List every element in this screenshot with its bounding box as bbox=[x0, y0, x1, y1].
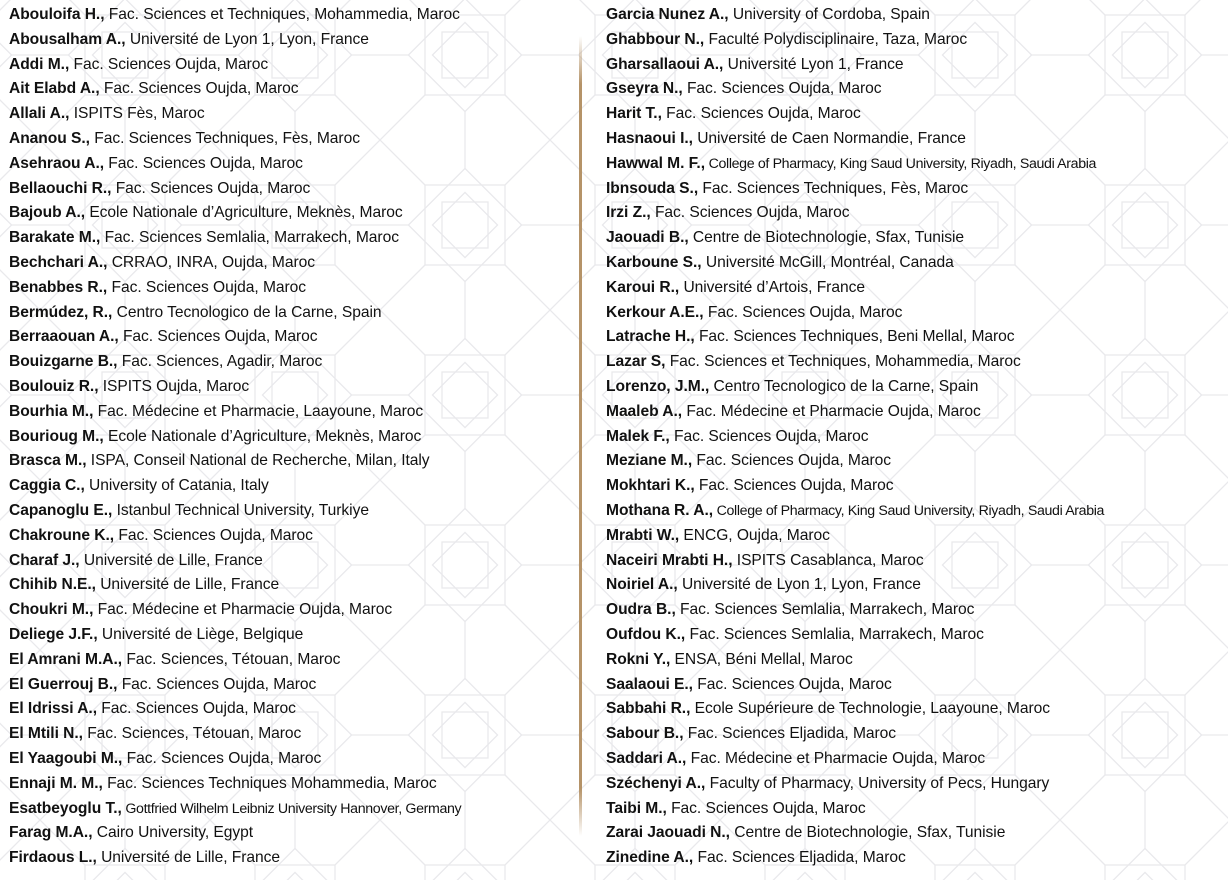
list-item bbox=[606, 325, 1222, 350]
list-item bbox=[606, 301, 1222, 326]
list-item bbox=[9, 177, 579, 202]
list-item bbox=[606, 226, 1222, 251]
reviewer-name: El Idrissi A., bbox=[9, 700, 97, 718]
list-item bbox=[9, 623, 579, 648]
reviewer-affiliation: Fac. Médecine et Pharmacie, Laayoune, Maroc bbox=[93, 402, 424, 420]
reviewer-affiliation: Faculté Polydisciplinaire, Taza, Maroc bbox=[704, 30, 968, 48]
list-item bbox=[606, 127, 1222, 152]
reviewer-affiliation: Université de Lyon 1, Lyon, France bbox=[677, 576, 921, 594]
reviewer-affiliation: Université de Caen Normandie, France bbox=[692, 129, 966, 147]
reviewer-affiliation: Fac. Sciences Oujda, Maroc bbox=[703, 303, 903, 321]
reviewer-name: Harit T., bbox=[606, 105, 662, 123]
reviewer-name: Zarai Jaouadi N., bbox=[606, 824, 730, 842]
reviewer-name: Allali A., bbox=[9, 105, 70, 123]
reviewer-name: Jaouadi B., bbox=[606, 229, 689, 247]
reviewer-name: Rokni Y., bbox=[606, 650, 671, 668]
list-item bbox=[9, 127, 579, 152]
reviewer-name: Zinedine A., bbox=[606, 849, 694, 867]
list-item bbox=[9, 846, 579, 871]
reviewer-affiliation: Université de Lille, France bbox=[95, 576, 280, 594]
list-item bbox=[606, 77, 1222, 102]
reviewer-name: Mrabti W., bbox=[606, 526, 680, 544]
list-item bbox=[606, 623, 1222, 648]
list-item bbox=[606, 747, 1222, 772]
reviewer-affiliation: Fac. Sciences Semlalia, Marrakech, Maroc bbox=[100, 229, 399, 247]
reviewer-affiliation: ENSA, Béni Mellal, Maroc bbox=[670, 650, 853, 668]
reviewer-affiliation: Cairo University, Egypt bbox=[92, 824, 254, 842]
list-item bbox=[606, 251, 1222, 276]
reviewer-name: Ananou S., bbox=[9, 129, 90, 147]
list-item bbox=[9, 28, 579, 53]
reviewer-name: Gharsallaoui A., bbox=[606, 55, 724, 73]
reviewer-name: Taibi M., bbox=[606, 799, 667, 817]
reviewer-affiliation: ISPA, Conseil National de Recherche, Milan, Italy bbox=[86, 452, 430, 470]
list-item bbox=[606, 3, 1222, 28]
reviewer-affiliation: ISPITS Oujda, Maroc bbox=[98, 377, 250, 395]
list-item bbox=[9, 549, 579, 574]
reviewer-name: Naceiri Mrabti H., bbox=[606, 551, 733, 569]
reviewer-affiliation: Fac. Sciences, Agadir, Maroc bbox=[117, 353, 323, 371]
reviewer-affiliation: Gottfried Wilhelm Leibniz University Hannover, Germany bbox=[121, 800, 462, 817]
list-item bbox=[9, 53, 579, 78]
reviewer-name: Boulouiz R., bbox=[9, 377, 99, 395]
reviewer-name: Maaleb A., bbox=[606, 402, 683, 420]
reviewer-affiliation: Ecole Nationale d’Agriculture, Meknès, Maroc bbox=[85, 204, 403, 222]
list-item bbox=[606, 425, 1222, 450]
reviewer-affiliation: Faculty of Pharmacy, University of Pecs, Hungary bbox=[705, 774, 1050, 792]
reviewer-affiliation: Université de Liège, Belgique bbox=[97, 625, 304, 643]
right-column bbox=[606, 3, 1222, 871]
reviewer-name: Bajoub A., bbox=[9, 204, 86, 222]
list-item bbox=[9, 772, 579, 797]
reviewer-name: Farag M.A., bbox=[9, 824, 93, 842]
reviewer-name: Ibnsouda S., bbox=[606, 179, 699, 197]
reviewer-name: Bourioug M., bbox=[9, 427, 104, 445]
reviewer-name: Garcia Nunez A., bbox=[606, 6, 729, 23]
list-item bbox=[9, 797, 579, 822]
list-item bbox=[9, 648, 579, 673]
list-item bbox=[606, 648, 1222, 673]
list-item bbox=[9, 747, 579, 772]
reviewer-name: Abouloifa H., bbox=[9, 6, 105, 23]
list-item bbox=[9, 573, 579, 598]
list-item bbox=[9, 251, 579, 276]
reviewer-affiliation: Istanbul Technical University, Turkiye bbox=[112, 501, 369, 519]
list-item bbox=[606, 177, 1222, 202]
reviewer-affiliation: Fac. Sciences Oujda, Maroc bbox=[96, 700, 296, 718]
reviewer-affiliation: Fac. Sciences Eljadida, Maroc bbox=[683, 725, 897, 743]
reviewer-name: El Amrani M.A., bbox=[9, 650, 123, 668]
reviewer-name: El Mtili N., bbox=[9, 725, 83, 743]
reviewer-affiliation: Fac. Sciences, Tétouan, Maroc bbox=[82, 725, 302, 743]
list-item bbox=[606, 797, 1222, 822]
reviewer-name: Meziane M., bbox=[606, 452, 693, 470]
reviewer-name: El Guerrouj B., bbox=[9, 675, 118, 693]
reviewer-name: Sabour B., bbox=[606, 725, 684, 743]
reviewer-affiliation: College of Pharmacy, King Saud University, Riyadh, Saudi Arabia bbox=[705, 155, 1097, 172]
list-item bbox=[606, 152, 1222, 177]
reviewer-affiliation: Fac. Sciences Oujda, Maroc bbox=[114, 526, 313, 544]
reviewer-affiliation: Fac. Sciences Oujda, Maroc bbox=[122, 749, 322, 767]
reviewer-affiliation: Fac. Sciences Semlalia, Marrakech, Maroc bbox=[685, 625, 984, 643]
reviewer-name: Hasnaoui I., bbox=[606, 129, 693, 147]
reviewer-name: Kerkour A.E., bbox=[606, 303, 704, 321]
reviewer-name: Noiriel A., bbox=[606, 576, 678, 594]
reviewer-affiliation: Fac. Sciences Oujda, Maroc bbox=[118, 328, 318, 346]
reviewer-affiliation: Fac. Sciences et Techniques, Mohammedia, Maroc bbox=[665, 353, 1021, 371]
list-item bbox=[9, 598, 579, 623]
list-item bbox=[606, 772, 1222, 797]
reviewer-affiliation: Fac. Sciences Techniques, Fès, Maroc bbox=[89, 129, 360, 147]
list-item bbox=[9, 276, 579, 301]
reviewer-name: Capanoglu E., bbox=[9, 501, 113, 519]
reviewer-affiliation: Ecole Supérieure de Technologie, Laayoune, Maroc bbox=[690, 700, 1050, 718]
reviewer-name: Addi M., bbox=[9, 55, 70, 73]
column-divider bbox=[579, 36, 582, 836]
list-item bbox=[606, 673, 1222, 698]
list-item bbox=[606, 276, 1222, 301]
reviewer-affiliation: Centro Tecnologico de la Carne, Spain bbox=[709, 377, 979, 395]
reviewer-affiliation: College of Pharmacy, King Saud University, Riyadh, Saudi Arabia bbox=[713, 502, 1105, 519]
list-item bbox=[606, 573, 1222, 598]
list-item bbox=[9, 697, 579, 722]
reviewer-affiliation: Fac. Sciences et Techniques, Mohammedia, Maroc bbox=[104, 6, 460, 23]
list-item bbox=[9, 325, 579, 350]
list-item bbox=[606, 28, 1222, 53]
list-item bbox=[9, 524, 579, 549]
list-item bbox=[606, 722, 1222, 747]
reviewer-name: Ennaji M. M., bbox=[9, 774, 103, 792]
reviewer-name: Barakate M., bbox=[9, 229, 101, 247]
reviewer-name: Bermúdez, R., bbox=[9, 303, 113, 321]
reviewer-affiliation: Fac. Médecine et Pharmacie Oujda, Maroc bbox=[686, 749, 986, 767]
reviewer-affiliation: Université de Lille, France bbox=[96, 849, 280, 867]
reviewer-affiliation: Centro Tecnologico de la Carne, Spain bbox=[112, 303, 382, 321]
list-item bbox=[606, 524, 1222, 549]
reviewer-affiliation: Centre de Biotechnologie, Sfax, Tunisie bbox=[729, 824, 1006, 842]
reviewer-name: Berraaouan A., bbox=[9, 328, 119, 346]
reviewer-name: Hawwal M. F., bbox=[606, 154, 705, 172]
reviewer-name: El Yaagoubi M., bbox=[9, 749, 123, 767]
list-item bbox=[606, 821, 1222, 846]
reviewer-affiliation: Fac. Sciences Oujda, Maroc bbox=[104, 154, 303, 172]
list-item bbox=[9, 722, 579, 747]
reviewer-affiliation: Fac. Médecine et Pharmacie Oujda, Maroc bbox=[682, 402, 981, 420]
reviewer-affiliation: Université d’Artois, France bbox=[679, 278, 865, 296]
reviewer-name: Caggia C., bbox=[9, 477, 85, 495]
reviewer-affiliation: Fac. Sciences Semlalia, Marrakech, Maroc bbox=[675, 601, 975, 619]
list-item bbox=[606, 549, 1222, 574]
reviewer-affiliation: Fac. Sciences Oujda, Maroc bbox=[69, 55, 269, 73]
list-item bbox=[9, 673, 579, 698]
reviewer-affiliation: University of Cordoba, Spain bbox=[728, 6, 930, 23]
reviewer-affiliation: Fac. Sciences Eljadida, Maroc bbox=[693, 849, 906, 867]
reviewer-affiliation: Fac. Sciences Techniques, Fès, Maroc bbox=[698, 179, 969, 197]
reviewer-affiliation: Fac. Sciences Oujda, Maroc bbox=[666, 799, 866, 817]
reviewer-affiliation: Fac. Sciences Oujda, Maroc bbox=[661, 105, 861, 123]
reviewer-name: Karoui R., bbox=[606, 278, 680, 296]
reviewer-affiliation: Fac. Sciences Oujda, Maroc bbox=[111, 179, 311, 197]
list-item bbox=[9, 102, 579, 127]
reviewer-name: Ghabbour N., bbox=[606, 30, 705, 48]
reviewer-name: Bellaouchi R., bbox=[9, 179, 112, 197]
reviewer-name: Mothana R. A., bbox=[606, 501, 714, 519]
list-item bbox=[606, 474, 1222, 499]
list-item bbox=[9, 425, 579, 450]
reviewer-affiliation: Fac. Sciences Oujda, Maroc bbox=[107, 278, 307, 296]
list-item bbox=[9, 375, 579, 400]
reviewer-name: Karboune S., bbox=[606, 253, 702, 271]
reviewer-affiliation: Fac. Sciences, Tétouan, Maroc bbox=[122, 650, 341, 668]
reviewer-affiliation: Fac. Sciences Oujda, Maroc bbox=[99, 80, 299, 98]
reviewer-name: Chihib N.E., bbox=[9, 576, 96, 594]
reviewer-affiliation: University of Catania, Italy bbox=[84, 477, 269, 495]
reviewer-name: Chakroune K., bbox=[9, 526, 115, 544]
reviewer-name: Sabbahi R., bbox=[606, 700, 691, 718]
list-item bbox=[9, 152, 579, 177]
list-item bbox=[606, 598, 1222, 623]
reviewer-name: Bouizgarne B., bbox=[9, 353, 118, 371]
list-item bbox=[606, 350, 1222, 375]
list-item bbox=[9, 226, 579, 251]
reviewer-name: Benabbes R., bbox=[9, 278, 108, 296]
list-item bbox=[9, 499, 579, 524]
list-item bbox=[606, 53, 1222, 78]
reviewer-name: Oudra B., bbox=[606, 601, 676, 619]
reviewer-name: Deliege J.F., bbox=[9, 625, 98, 643]
reviewer-affiliation: Ecole Nationale d’Agriculture, Meknès, Maroc bbox=[103, 427, 422, 445]
reviewer-name: Saddari A., bbox=[606, 749, 687, 767]
list-item bbox=[606, 375, 1222, 400]
list-item bbox=[606, 697, 1222, 722]
reviewer-name: Saalaoui E., bbox=[606, 675, 693, 693]
list-item bbox=[606, 201, 1222, 226]
reviewer-affiliation: Université Lyon 1, France bbox=[723, 55, 904, 73]
list-item bbox=[606, 499, 1222, 524]
list-item bbox=[9, 400, 579, 425]
list-item bbox=[9, 449, 579, 474]
reviewer-name: Mokhtari K., bbox=[606, 477, 695, 495]
list-item bbox=[9, 301, 579, 326]
list-item bbox=[9, 350, 579, 375]
reviewer-affiliation: Université de Lille, France bbox=[79, 551, 263, 569]
reviewer-name: Abousalham A., bbox=[9, 30, 126, 48]
list-item bbox=[9, 3, 579, 28]
reviewer-name: Esatbeyoglu T., bbox=[9, 799, 122, 817]
reviewer-name: Ait Elabd A., bbox=[9, 80, 100, 98]
reviewer-name: Széchenyi A., bbox=[606, 774, 706, 792]
reviewer-affiliation: Fac. Sciences Oujda, Maroc bbox=[692, 452, 891, 470]
reviewer-affiliation: Fac. Sciences Oujda, Maroc bbox=[694, 477, 894, 495]
left-column bbox=[9, 3, 579, 871]
reviewer-name: Irzi Z., bbox=[606, 204, 651, 222]
list-item bbox=[9, 77, 579, 102]
reviewer-name: Oufdou K., bbox=[606, 625, 686, 643]
reviewer-affiliation: Fac. Sciences Techniques, Beni Mellal, Maroc bbox=[694, 328, 1015, 346]
reviewer-affiliation: Fac. Sciences Oujda, Maroc bbox=[650, 204, 850, 222]
list-item bbox=[606, 449, 1222, 474]
reviewer-affiliation: ISPITS Casablanca, Maroc bbox=[732, 551, 924, 569]
reviewer-affiliation: CRRAO, INRA, Oujda, Maroc bbox=[107, 253, 315, 271]
reviewer-name: Firdaous L., bbox=[9, 849, 97, 867]
list-item bbox=[606, 400, 1222, 425]
reviewer-name: Charaf J., bbox=[9, 551, 80, 569]
reviewer-affiliation: Fac. Sciences Techniques Mohammedia, Maroc bbox=[102, 774, 437, 792]
reviewer-name: Malek F., bbox=[606, 427, 670, 445]
reviewer-affiliation: ENCG, Oujda, Maroc bbox=[679, 526, 830, 544]
reviewer-name: Bourhia M., bbox=[9, 402, 94, 420]
list-item bbox=[9, 474, 579, 499]
reviewer-name: Latrache H., bbox=[606, 328, 695, 346]
reviewer-name: Brasca M., bbox=[9, 452, 87, 470]
list-item bbox=[606, 846, 1222, 871]
reviewer-affiliation: Fac. Sciences Oujda, Maroc bbox=[117, 675, 317, 693]
reviewer-name: Asehraou A., bbox=[9, 154, 105, 172]
reviewer-name: Lorenzo, J.M., bbox=[606, 377, 710, 395]
list-item bbox=[606, 102, 1222, 127]
reviewer-name: Gseyra N., bbox=[606, 80, 683, 98]
reviewer-affiliation: Université de Lyon 1, Lyon, France bbox=[125, 30, 369, 48]
reviewer-affiliation: Fac. Sciences Oujda, Maroc bbox=[682, 80, 882, 98]
reviewer-affiliation: Centre de Biotechnologie, Sfax, Tunisie bbox=[688, 229, 965, 247]
reviewer-affiliation: Fac. Sciences Oujda, Maroc bbox=[692, 675, 892, 693]
reviewer-affiliation: Fac. Médecine et Pharmacie Oujda, Maroc bbox=[93, 601, 393, 619]
reviewer-affiliation: ISPITS Fès, Maroc bbox=[69, 105, 205, 123]
reviewer-name: Lazar S, bbox=[606, 353, 666, 371]
reviewer-name: Choukri M., bbox=[9, 601, 94, 619]
reviewer-affiliation: Université McGill, Montréal, Canada bbox=[701, 253, 954, 271]
reviewer-affiliation: Fac. Sciences Oujda, Maroc bbox=[669, 427, 869, 445]
list-item bbox=[9, 201, 579, 226]
reviewer-name: Bechchari A., bbox=[9, 253, 108, 271]
list-item bbox=[9, 821, 579, 846]
